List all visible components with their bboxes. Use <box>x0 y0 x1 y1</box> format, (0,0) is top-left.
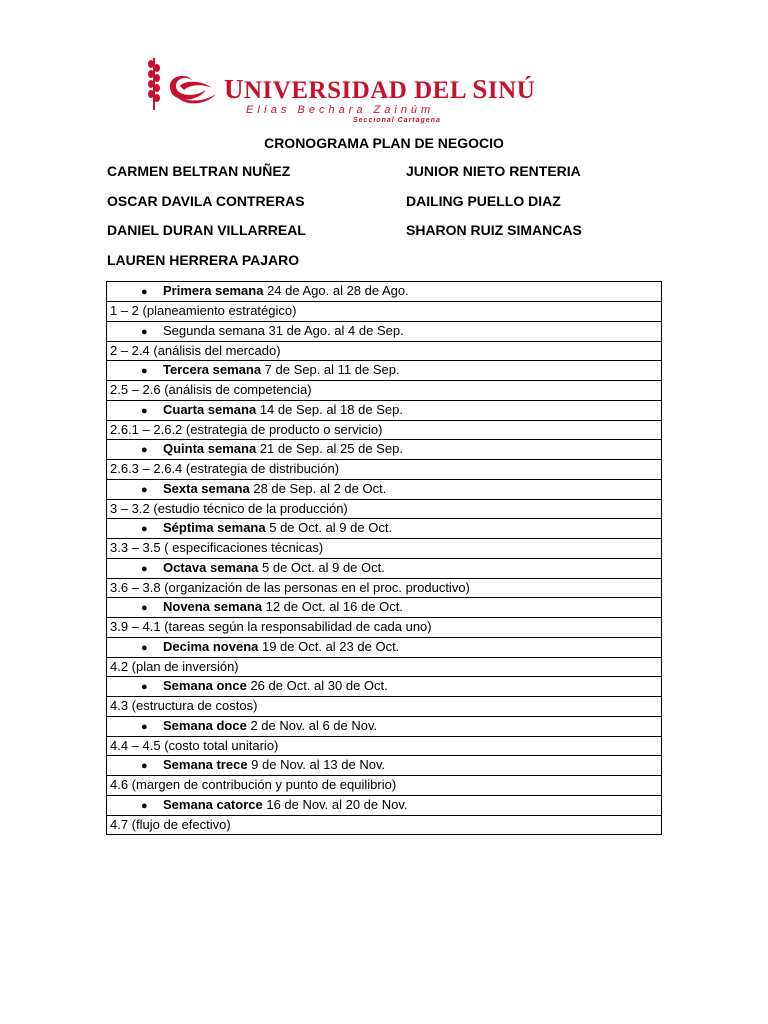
week-dates: 24 de Ago. al 28 de Ago. <box>263 283 409 298</box>
table-cell <box>107 637 662 657</box>
week-dates: Segunda semana 31 de Ago. al 4 de Sep. <box>163 322 404 338</box>
week-dates: 14 de Sep. al 18 de Sep. <box>256 401 403 417</box>
task-description: 4.6 (margen de contribución y punto de equilibrio) <box>110 777 397 793</box>
task-description: 2.5 – 2.6 (análisis de competencia) <box>110 382 312 398</box>
document-title: CRONOGRAMA PLAN DE NEGOCIO <box>264 135 504 151</box>
week-row <box>107 598 662 618</box>
logo-subtitle: Elías Bechara Zainúm <box>246 104 435 116</box>
week-row <box>107 637 662 657</box>
bullet-icon: ● <box>141 562 148 575</box>
week-row <box>107 321 662 341</box>
week-name: Sexta semana <box>163 480 250 496</box>
week-name: Primera semana <box>163 283 264 298</box>
member-name: DANIEL DURAN VILLARREAL <box>107 222 306 238</box>
member-name: JUNIOR NIETO RENTERIA <box>406 163 581 179</box>
table-cell <box>107 321 662 341</box>
task-description: 4.7 (flujo de efectivo) <box>110 816 231 832</box>
task-description: 4.4 – 4.5 (costo total unitario) <box>110 737 279 753</box>
week-name: Tercera semana <box>163 362 262 377</box>
table-cell <box>107 716 662 736</box>
bullet-icon: ● <box>141 365 148 377</box>
logo-title <box>224 76 535 103</box>
task-description: 3 – 3.2 (estudio técnico de la producción) <box>110 500 348 516</box>
task-description: 3.9 – 4.1 (tareas según la responsabilidad de cada uno) <box>110 619 432 635</box>
bullet-icon: ● <box>141 799 148 812</box>
week-dates: 7 de Sep. al 11 de Sep. <box>261 362 400 377</box>
task-row <box>107 341 662 361</box>
task-row <box>107 618 662 638</box>
week-name: Semana trece <box>163 757 248 772</box>
table-cell <box>107 400 662 420</box>
member-name: CARMEN BELTRAN NUÑEZ <box>107 163 291 179</box>
member-name: DAILING PUELLO DIAZ <box>406 193 561 209</box>
week-name: Octava semana <box>163 559 259 575</box>
week-dates: 9 de Nov. al 13 de Nov. <box>247 757 386 772</box>
week-row <box>107 756 662 776</box>
week-row <box>107 795 662 815</box>
table-cell <box>107 657 662 677</box>
table-cell <box>107 815 662 835</box>
week-dates: 19 de Oct. al 23 de Oct. <box>258 638 400 654</box>
logo-title-initial-2: S <box>472 74 488 104</box>
task-row <box>107 302 662 322</box>
task-row <box>107 697 662 717</box>
schedule-table <box>106 281 662 835</box>
task-description: 1 – 2 (planeamiento estratégico) <box>110 303 297 319</box>
task-row <box>107 776 662 796</box>
bullet-icon: ● <box>141 720 148 733</box>
bullet-icon: ● <box>141 483 148 496</box>
task-row <box>107 539 662 559</box>
task-row <box>107 499 662 519</box>
bullet-icon: ● <box>141 286 148 298</box>
table-cell <box>107 539 662 559</box>
week-row <box>107 440 662 460</box>
week-name: Séptima semana <box>163 520 266 535</box>
university-logo <box>146 54 586 124</box>
task-description: 2 – 2.4 (análisis del mercado) <box>110 342 281 358</box>
week-row <box>107 519 662 539</box>
week-dates: 5 de Oct. al 9 de Oct. <box>265 520 393 535</box>
week-dates: 21 de Sep. al 25 de Sep. <box>256 441 403 456</box>
bullet-icon: ● <box>141 760 148 772</box>
task-description: 4.3 (estructura de costos) <box>110 698 258 714</box>
table-cell <box>107 479 662 499</box>
table-cell <box>107 558 662 578</box>
week-row <box>107 400 662 420</box>
table-cell <box>107 499 662 519</box>
table-cell <box>107 598 662 618</box>
table-cell <box>107 381 662 401</box>
week-row <box>107 716 662 736</box>
bullet-icon: ● <box>141 681 148 693</box>
week-row <box>107 558 662 578</box>
task-row <box>107 460 662 480</box>
table-cell <box>107 736 662 756</box>
week-row <box>107 282 662 302</box>
table-cell <box>107 460 662 480</box>
table-cell <box>107 361 662 381</box>
week-row <box>107 361 662 381</box>
task-row <box>107 657 662 677</box>
member-name: LAUREN HERRERA PAJARO <box>107 252 300 268</box>
bullet-icon: ● <box>141 523 148 535</box>
task-row <box>107 578 662 598</box>
week-dates: 2 de Nov. al 6 de Nov. <box>246 717 378 733</box>
table-cell <box>107 282 662 302</box>
member-name: SHARON RUIZ SIMANCAS <box>406 222 582 238</box>
week-dates: 12 de Oct. al 16 de Oct. <box>262 599 403 614</box>
table-cell <box>107 578 662 598</box>
week-name: Decima novena <box>163 638 259 654</box>
task-row <box>107 736 662 756</box>
task-description: 3.6 – 3.8 (organización de las personas en el proc. productivo) <box>110 579 470 595</box>
bullet-icon: ● <box>141 602 148 614</box>
week-name: Semana catorce <box>163 796 263 812</box>
university-emblem-icon <box>146 54 222 116</box>
table-cell <box>107 756 662 776</box>
task-row <box>107 420 662 440</box>
table-cell <box>107 302 662 322</box>
week-dates: 5 de Oct. al 9 de Oct. <box>258 559 385 575</box>
table-cell <box>107 519 662 539</box>
week-name: Semana doce <box>163 717 247 733</box>
task-row <box>107 815 662 835</box>
logo-title-initial-1: U <box>224 74 244 104</box>
task-description: 2.6.3 – 2.6.4 (estrategia de distribución) <box>110 461 340 477</box>
bullet-icon: ● <box>141 641 148 654</box>
table-cell <box>107 776 662 796</box>
table-cell <box>107 618 662 638</box>
table-cell <box>107 420 662 440</box>
logo-title-rest-1: NIVERSIDAD DEL <box>244 77 473 104</box>
task-row <box>107 381 662 401</box>
week-dates: 16 de Nov. al 20 de Nov. <box>262 796 408 812</box>
week-name: Novena semana <box>163 599 262 614</box>
bullet-icon: ● <box>141 325 148 338</box>
member-name: OSCAR DAVILA CONTRERAS <box>107 193 305 209</box>
table-cell <box>107 697 662 717</box>
week-row <box>107 677 662 697</box>
table-cell <box>107 341 662 361</box>
week-name: Semana once <box>163 678 247 693</box>
week-dates: 28 de Sep. al 2 de Oct. <box>249 480 387 496</box>
table-cell <box>107 677 662 697</box>
logo-title-rest-2: INÚ <box>487 77 536 104</box>
table-cell <box>107 795 662 815</box>
table-cell <box>107 440 662 460</box>
task-description: 4.2 (plan de inversión) <box>110 658 239 674</box>
week-row <box>107 479 662 499</box>
task-description: 3.3 – 3.5 ( especificaciones técnicas) <box>110 540 324 556</box>
week-dates: 26 de Oct. al 30 de Oct. <box>246 678 388 693</box>
bullet-icon: ● <box>141 404 148 417</box>
week-name: Quinta semana <box>163 441 257 456</box>
week-name: Cuarta semana <box>163 401 257 417</box>
logo-campus: Seccional Cartagena <box>353 117 441 124</box>
task-description: 2.6.1 – 2.6.2 (estrategia de producto o servicio) <box>110 421 383 437</box>
bullet-icon: ● <box>141 444 148 456</box>
